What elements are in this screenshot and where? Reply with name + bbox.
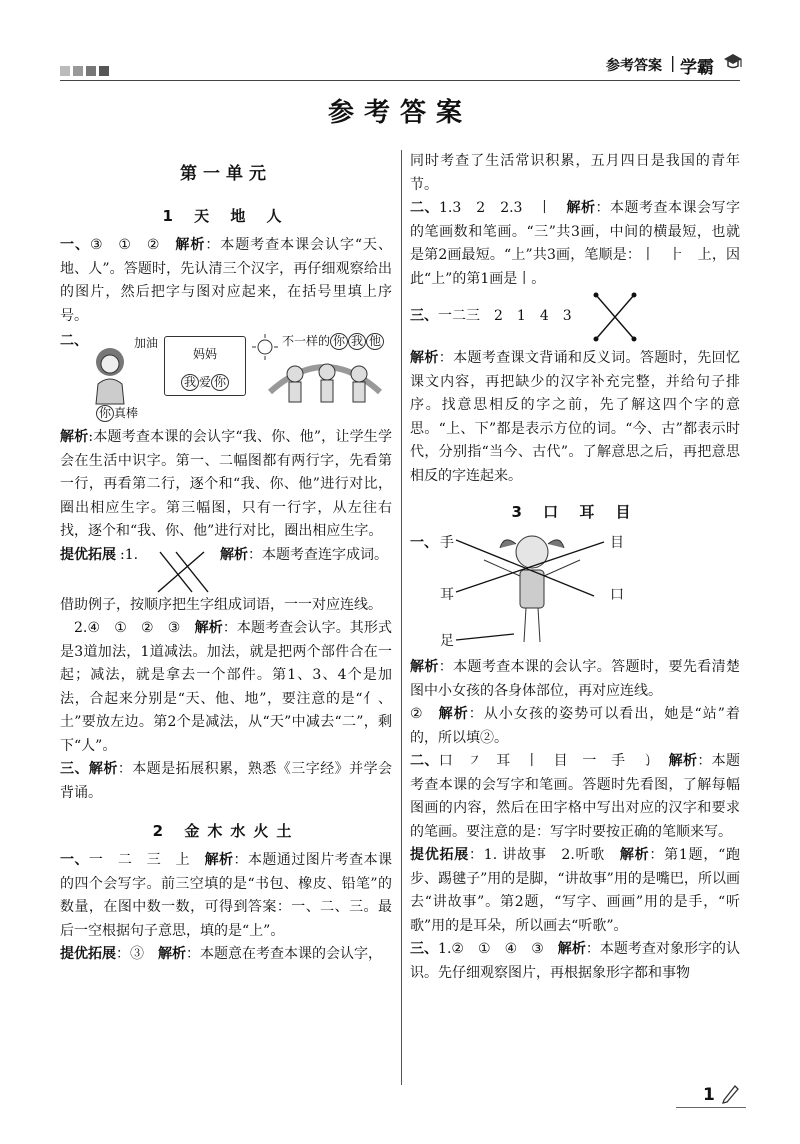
- l3-q1-figure: 一、 手 耳 足 目 口: [410, 530, 740, 656]
- l2-ext: 提优拓展：③ 解析：本题意在考查本课的会认字，: [60, 946, 382, 962]
- children-illustration: [265, 352, 385, 418]
- mama-card: 妈妈 我 爱 你: [164, 336, 246, 396]
- unit-heading: 第一单元: [180, 164, 272, 184]
- page-title: 参考答案: [327, 98, 472, 128]
- left-column: [60, 150, 392, 967]
- lesson-3-title: 3 口 耳 目: [511, 503, 639, 521]
- header-brand: 学霸: [680, 58, 714, 78]
- l3-q3: 三、1.② ① ④ ③ 解析：本题考查对象形字的认识。先仔细观察图片，再根据象形字都和事物: [410, 941, 741, 981]
- antonym-lines: [590, 291, 640, 343]
- column-divider: [401, 150, 402, 1085]
- l3-q2: 二、口 ㇇ 耳 丨 目 一 手 ㇁ 解析：本题考查本课的会写字和笔画。答题时先看图，了解每幅图画的内容，然后在田字格中写出对应的汉字和要求的笔画。要注意的是：写字时要按正确的笔顺来写。: [410, 753, 741, 840]
- l3-ext: 提优拓展：1. 讲故事 2.听歌 解析：第1题，“跑步、踢毽子”用的是脚，“讲故事”用的是嘴巴，所以画去“讲故事”。第2题，“写字、画画”用的是手，“听歌”用的是耳朵，所以画去“听歌”。: [410, 847, 741, 934]
- l2-q2: 二、1.3 2 2.3 丨 解析：本题考查本课会写字的笔画数和笔画。“三”共3画，中间的横最短，也就是第2画最短。“上”共3画，笔顺是：丨 ⺊ 上，因此“上”的第1画是丨。: [410, 200, 741, 287]
- l1-q1: 一、③ ① ② 解析：本题考查本课会认字“天、地、人”。答题时，先认清三个汉字，再仔细观察给出的图片，然后把字与图对应起来，在括号里填上序号。: [60, 237, 393, 324]
- l3-q1b: ② 解析：从小女孩的姿势可以看出，她是“站”着的，所以填②。: [410, 706, 741, 746]
- header-rule: [60, 80, 740, 81]
- connect-lines: [154, 550, 210, 594]
- l2-q1: 一、一 二 三 上 解析：本题通过图片考查本课的四个会写字。前三空填的是“书包、橡皮、铅笔”的数量，在图中数一数，可得到答案：一、二、三。最后一空根据句子意思，填的是“上”。: [60, 852, 393, 939]
- l3-q1-explanation: 解析：本题考查本课的会认字。答题时，要先看清楚图中小女孩的各身体部位，再对应连线。: [410, 659, 741, 699]
- right-column: [410, 150, 740, 985]
- fig-jiayou: 加油: [134, 336, 159, 350]
- graduation-cap-icon: [722, 52, 744, 72]
- l1-q2-explanation: 解析:本题考查本课的会认字“我、你、他”，让学生学会在生活中识字。第一、二幅图都有两行字，先看第一行，再看第二行，逐个和“我、你、他”进行对比，圈出相应生字。第三幅图，只有一行字，从左往右找，逐个和“我、你、他”进行对比，圈出相应生字。: [60, 429, 393, 539]
- pencil-icon: [720, 1082, 740, 1104]
- header-separator: |: [670, 53, 676, 72]
- girl-illustration: [90, 344, 130, 406]
- l1-ext2: 2.④ ① ② ③ 解析：本题考查会认字。其形式是3道加法，1道减法。加法，就是把两个部件合在一起；减法，就是拿去一个部件。第1、3、4个是加法，合起来分别是“天、他、地”，要注意的是“亻、土”要放左边。第2个是减法，从“天”中减去“二”，剩下“人”。: [60, 620, 393, 754]
- l2-q3-explanation: 解析：本题考查课文背诵和反义词。答题时，先回忆课文内容，再把缺少的汉字补充完整，并给句子排序。找意思相反的字之前，先了解这四个字的意思。“上、下”都是表示方位的词。“今、古”都表示时代，分别指“当今、古代”。了解意思之后，再把意思相反的字连起来。: [410, 350, 741, 484]
- lesson-1-title: 1 天 地 人: [162, 207, 290, 225]
- footer-rule: [676, 1107, 746, 1108]
- fig-nizhenbang: 你 真棒: [96, 402, 138, 426]
- l2-ext-continued: 同时考查了生活常识积累，五月四日是我国的青年节。: [410, 153, 740, 193]
- l1-q3: 三、解析：本题是拓展积累，熟悉《三字经》并学会背诵。: [60, 761, 393, 801]
- l1-ext-row: 提优拓展 :1. 解析：本题考查连字成词。: [60, 544, 392, 594]
- l1-ext-continued: 借助例子，按顺序把生字组成词语，一一对应连线。: [60, 596, 382, 613]
- l2-q3-row: 三、一二三 2 1 4 3: [410, 291, 740, 347]
- header-label: 参考答案: [606, 58, 662, 74]
- header-squares: [60, 66, 109, 76]
- l1-q2-figure: 二、 加油 你 真棒 妈妈 我 爱 你 不一样的 你 我 他: [60, 330, 392, 422]
- fig-buyiyang: 不一样的 你 我 他: [282, 330, 384, 354]
- girl-body-illustration: [454, 530, 610, 656]
- page-number: 1: [703, 1085, 715, 1105]
- lesson-2-title: 2 金木水火土: [152, 822, 300, 840]
